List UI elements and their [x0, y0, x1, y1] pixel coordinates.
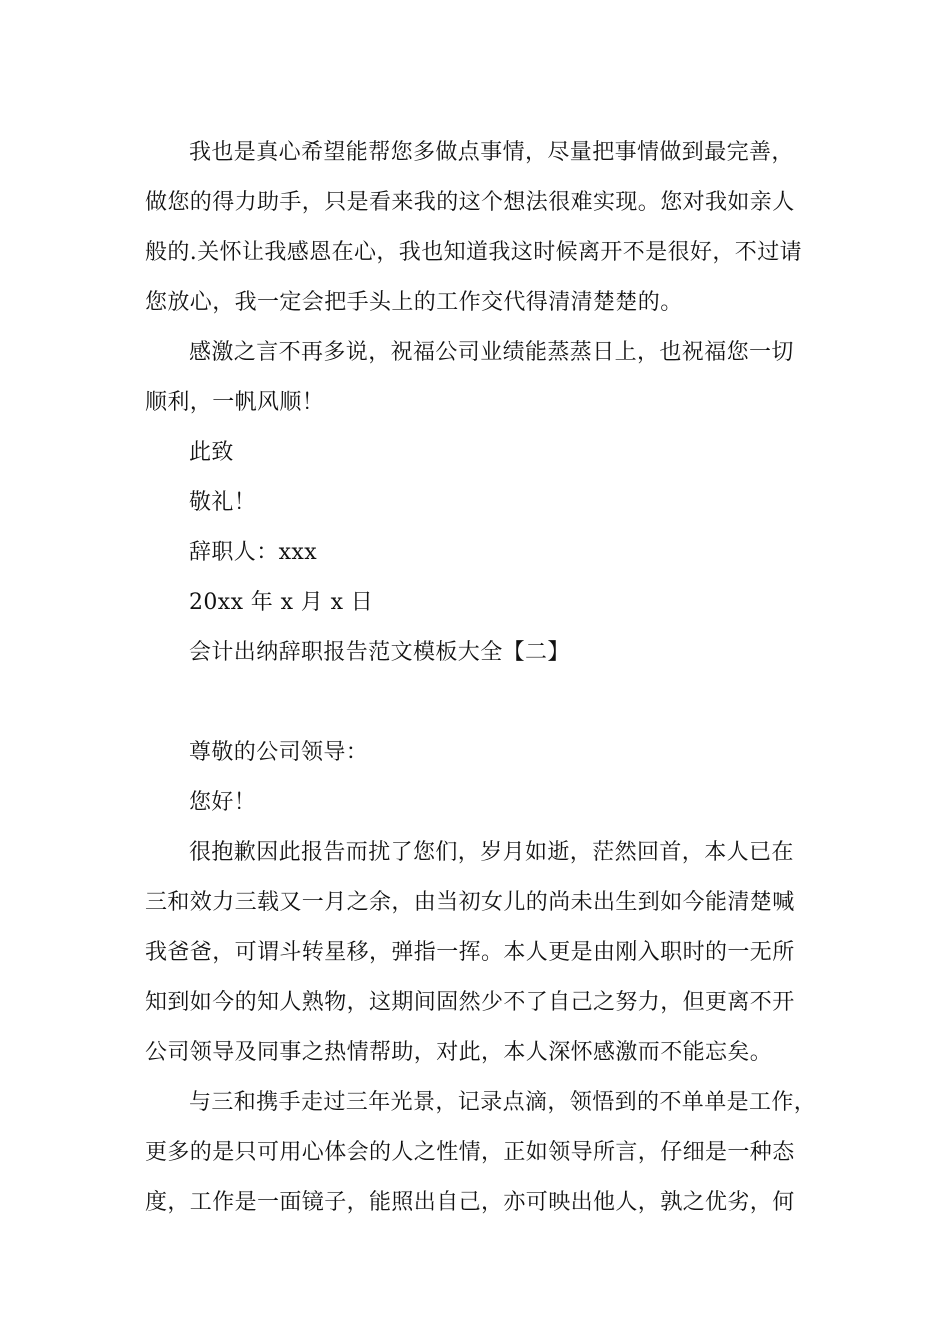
section-heading — [145, 628, 809, 678]
closing-salutation — [145, 428, 809, 478]
signature-name — [145, 528, 809, 578]
text-line: 更多的是只可用心体会的人之性情，正如领导所言，仔细是一种态 — [145, 1140, 795, 1165]
signature-date — [145, 578, 809, 628]
paragraph-gratitude — [145, 128, 809, 328]
text-line: 我也是真心希望能帮您多做点事情，尽量把事情做到最完善， — [189, 140, 794, 165]
paragraph-reflection — [145, 1078, 817, 1228]
paragraph-apology — [145, 828, 809, 1078]
text-line: 会计出纳辞职报告范文模板大全【二】 — [189, 640, 570, 665]
text-line: 知到如今的知人熟物，这期间固然少不了自己之努力，但更离不开 — [145, 990, 795, 1015]
text-line: 般的.关怀让我感恩在心，我也知道我这时候离开不是很好，不过请 — [145, 240, 802, 265]
text-line: 尊敬的公司领导： — [189, 740, 369, 765]
text-line: 敬礼！ — [189, 490, 257, 515]
text-line: 公司领导及同事之热情帮助，对此，本人深怀感激而不能忘矣。 — [145, 1040, 773, 1065]
letter-hello — [145, 778, 809, 828]
text-line: 20xx 年 x 月 x 日 — [189, 590, 374, 615]
paragraph-blessing — [145, 328, 809, 428]
text-line: 很抱歉因此报告而扰了您们，岁月如逝，茫然回首，本人已在 — [189, 840, 794, 865]
closing-regards — [145, 478, 809, 528]
text-line: 度，工作是一面镜子，能照出自己，亦可映出他人，孰之优劣，何 — [145, 1190, 795, 1215]
text-line: 感激之言不再多说，祝福公司业绩能蒸蒸日上，也祝福您一切 — [189, 340, 794, 365]
document-body — [145, 128, 817, 1228]
text-line: 辞职人：xxx — [189, 540, 318, 565]
text-line: 您放心，我一定会把手头上的工作交代得清清楚楚的。 — [145, 290, 683, 315]
text-line: 与三和携手走过三年光景，记录点滴，领悟到的不单单是工作， — [189, 1090, 817, 1115]
letter-greeting — [145, 728, 809, 778]
text-line: 此致 — [189, 440, 234, 465]
text-line: 您好！ — [189, 790, 257, 815]
text-line: 顺利，一帆风顺！ — [145, 390, 325, 415]
text-line: 做您的得力助手，只是看来我的这个想法很难实现。您对我如亲人 — [145, 190, 795, 215]
text-line: 我爸爸，可谓斗转星移，弹指一挥。本人更是由刚入职时的一无所 — [145, 940, 795, 965]
blank-line — [145, 678, 809, 728]
text-line: 三和效力三载又一月之余，由当初女儿的尚未出生到如今能清楚喊 — [145, 890, 795, 915]
